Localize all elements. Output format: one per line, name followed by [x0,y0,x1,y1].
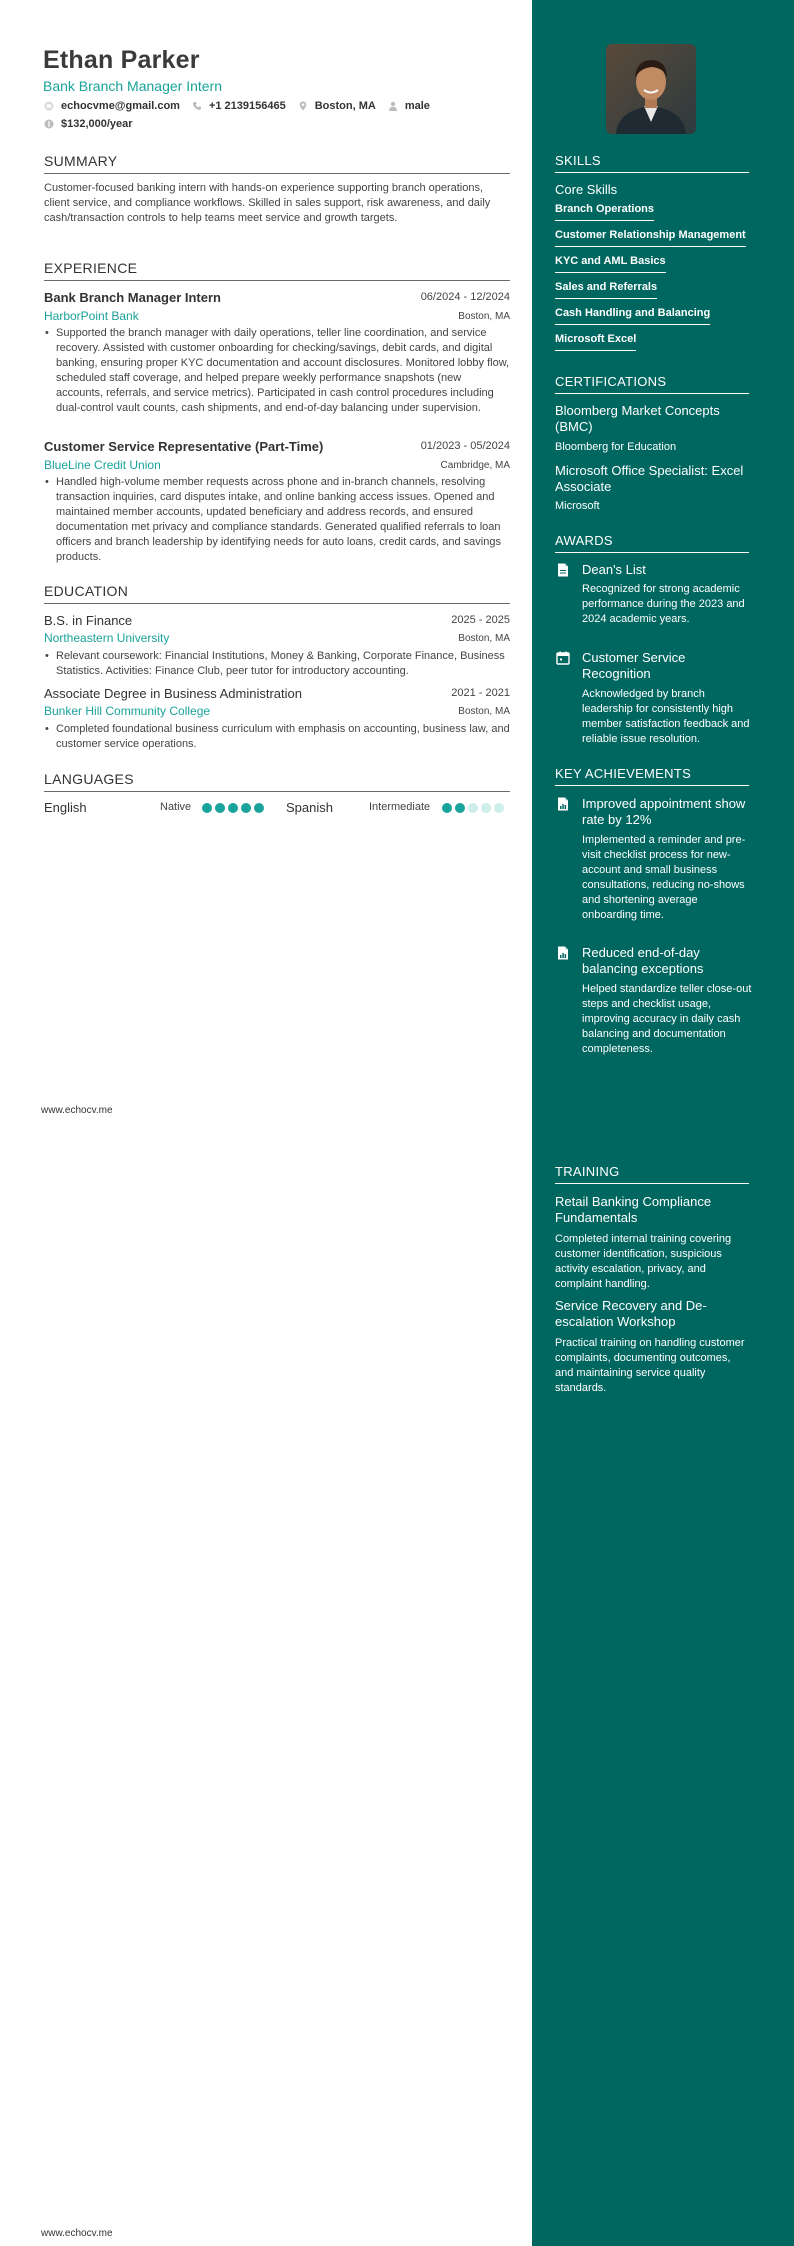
award-description: Recognized for strong academic performance during the 2023 and 2024 academic years. [582,583,745,625]
rating-dot-filled [455,803,465,813]
skill-tag: KYC and AML Basics [555,255,666,273]
skills-heading: SKILLS [555,153,749,173]
contact-location [298,100,376,112]
rating-dot-filled [254,803,264,813]
certification-issuer: Bloomberg for Education [555,441,677,453]
training-heading: TRAINING [555,1164,749,1184]
experience-bullet: • Supported the branch manager with daily operations, teller line coordination, and service recovery. Assisted with customer onboarding for checking/savings, debit cards, and digital banking, ensuring proper KYC documentation and account disclosures. Monitored lobby flow, scheduled staff coverage, and helped prepare weekly performance snapshots (new accounts, referrals, and service metrics). Participated in cash control procedures including dual-control vault counts, cash shipments, and end-of-day balancing under supervision. [56,326,510,416]
skill-tag: Sales and Referrals [555,281,657,299]
salary-text: $132,000/year [61,118,133,130]
rating-dot-filled [202,803,212,813]
document-icon [556,563,570,577]
email-text: echocvme@gmail.com [61,100,180,112]
summary-heading: SUMMARY [44,153,510,174]
certification-issuer: Microsoft [555,500,600,512]
training-name: Service Recovery and De-escalation Workshop [555,1298,707,1329]
document-chart-icon [556,797,570,811]
achievements-heading: KEY ACHIEVEMENTS [555,766,749,786]
education-degree: Associate Degree in Business Administration [44,686,302,701]
experience-dates: 06/2024 - 12/2024 [420,291,510,303]
salary-icon [44,119,54,129]
candidate-name: Ethan Parker [43,46,200,74]
email-icon [44,101,54,111]
language-rating [442,803,507,813]
achievement-description: Helped standardize teller close-out steps and checklist usage, improving accuracy in daily cash balancing and documentation completeness. [582,983,752,1055]
training-description: Completed internal training covering customer identification, suspicious activity escalation, privacy, and complaint handling. [555,1233,732,1290]
gender-text: male [404,100,430,112]
contact-email[interactable] [44,100,180,112]
rating-dot-filled [442,803,452,813]
certification-name: Microsoft Office Specialist: Excel Associate [555,463,744,494]
experience-location: Boston, MA [458,311,510,322]
award-description: Acknowledged by branch leadership for consistently high member satisfaction feedback and reliable issue resolution. [582,688,750,745]
award-title: Customer Service Recognition [582,650,686,681]
training-name: Retail Banking Compliance Fundamentals [555,1194,712,1225]
location-pin-icon [298,101,308,111]
experience-company[interactable]: BlueLine Credit Union [44,458,161,472]
skill-tag: Branch Operations [555,203,654,221]
achievement-title: Reduced end-of-day balancing exceptions [582,945,704,976]
rating-dot-filled [215,803,225,813]
rating-dot-empty [481,803,491,813]
language-name: English [44,800,87,815]
training-description: Practical training on handling customer complaints, documenting outcomes, and maintaining service quality standards. [555,1337,745,1394]
education-degree: B.S. in Finance [44,613,133,628]
rating-dot-empty [494,803,504,813]
experience-dates: 01/2023 - 05/2024 [420,440,510,452]
certifications-heading: CERTIFICATIONS [555,374,749,394]
calendar-icon [556,651,570,665]
language-level: Intermediate [369,801,431,813]
location-text: Boston, MA [314,100,376,112]
education-heading: EDUCATION [44,583,510,604]
experience-role: Customer Service Representative (Part-Time) [44,439,324,454]
language-name: Spanish [286,800,333,815]
skill-tag: Customer Relationship Management [555,229,746,247]
languages-row [44,800,510,818]
education-bullet: • Relevant coursework: Financial Institutions, Money & Banking, Corporate Finance, Business Statistics. Activities: Finance Club, peer tutor for introductory accounting. [56,649,510,679]
footer-website[interactable]: www.echocv.me [41,1105,113,1116]
education-school[interactable]: Bunker Hill Community College [44,704,211,718]
profile-photo [606,44,696,134]
candidate-title: Bank Branch Manager Intern [43,78,222,94]
rating-dot-filled [228,803,238,813]
education-school[interactable]: Northeastern University [44,631,170,645]
experience-location: Cambridge, MA [440,460,510,471]
education-dates: 2025 - 2025 [451,614,510,626]
language-rating [202,803,267,813]
certification-name: Bloomberg Market Concepts (BMC) [555,403,720,434]
experience-company[interactable]: HarborPoint Bank [44,309,139,323]
footer-website-page-2[interactable]: www.echocv.me [41,2228,113,2239]
contact-salary [44,118,133,130]
education-dates: 2021 - 2021 [451,687,510,699]
experience-bullet: • Handled high-volume member requests across phone and in-branch channels, resolving transaction inquiries, card disputes intake, and online banking access issues. Opened and maintained member accounts, updated beneficiary and address records, and ensured documentation met privacy and compliance standards. Generated qualified referrals to loan officers and branch leadership by identifying needs for auto loans, credit cards, and savings products. [56,475,510,565]
contact-gender [388,100,430,112]
education-location: Boston, MA [458,633,510,644]
experience-heading: EXPERIENCE [44,260,510,281]
contact-phone[interactable] [192,100,286,112]
phone-text: +1 2139156465 [208,100,286,112]
awards-heading: AWARDS [555,533,749,553]
contact-row-2 [44,118,145,130]
contact-row [44,100,442,112]
rating-dot-empty [468,803,478,813]
languages-heading: LANGUAGES [44,771,510,792]
achievement-title: Improved appointment show rate by 12% [582,796,746,827]
skill-tag: Microsoft Excel [555,333,636,351]
skill-tag: Cash Handling and Balancing [555,307,710,325]
experience-role: Bank Branch Manager Intern [44,290,221,305]
language-level: Native [160,801,192,813]
education-bullet: • Completed foundational business curriculum with emphasis on accounting, business law, and customer service operations. [56,722,510,752]
phone-icon [192,101,202,111]
education-location: Boston, MA [458,706,510,717]
person-icon [388,101,398,111]
skills-group: Core Skills [555,182,618,197]
document-chart-icon [556,946,570,960]
achievement-description: Implemented a reminder and pre-visit checklist process for new-account and small business consultations, reducing no-shows and shortening average onboarding time. [582,834,746,921]
award-title: Dean's List [582,562,646,577]
summary-text: Customer-focused banking intern with hands-on experience supporting branch operations, client service, and compliance workflows. Skilled in sales support, risk awareness, and daily cash/transaction controls to help teams meet service and growth targets. [44,182,491,224]
rating-dot-filled [241,803,251,813]
